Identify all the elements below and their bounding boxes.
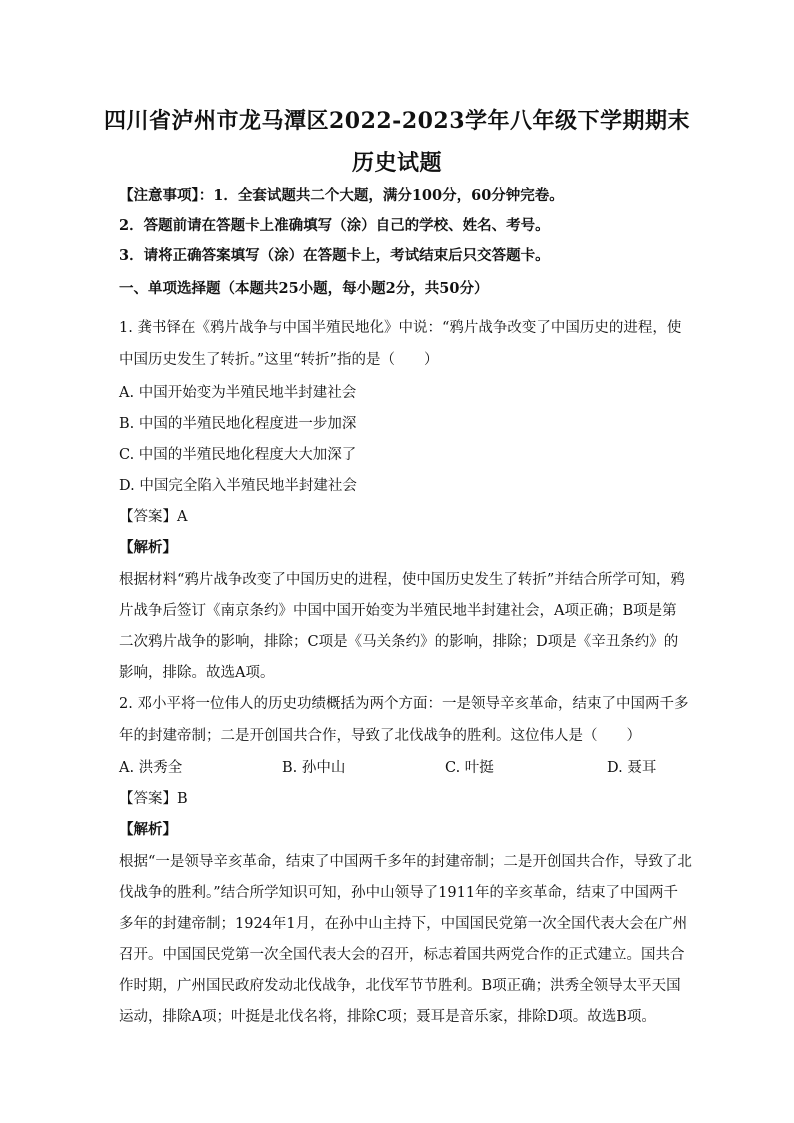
q1-option-c: C. 中国的半殖民地化程度大大加深了 bbox=[119, 447, 357, 463]
q1-analysis-line-4: 影响，排除。故选A项。 bbox=[119, 665, 275, 681]
q1-analysis-line-3: 二次鸦片战争的影响，排除；C项是《马关条约》的影响，排除；D项是《辛丑条约》的 bbox=[119, 634, 679, 650]
notes-line-1: 【注意事项】：1．全套试题共二个大题，满分100分，60分钟完卷。 bbox=[119, 187, 564, 204]
q2-option-d: D. 聂耳 bbox=[607, 760, 657, 776]
q2-option-c: C. 叶挺 bbox=[445, 760, 494, 776]
q1-option-d: D. 中国完全陷入半殖民地半封建社会 bbox=[119, 478, 357, 494]
q2-stem-line-2: 年的封建帝制；二是开创国共合作，导致了北伐战争的胜利。这位伟人是（ ） bbox=[119, 728, 641, 744]
q2-analysis-line-3: 多年的封建帝制；1924年1月，在孙中山主持下，中国国民党第一次全国代表大会在广州 bbox=[119, 916, 688, 932]
q2-analysis-line-2: 伐战争的胜利。”结合所学知识可知，孙中山领导了1911年的辛亥革命，结束了中国两千 bbox=[119, 885, 679, 901]
q1-answer: 【答案】A bbox=[119, 509, 188, 525]
q2-analysis-line-1: 根据“一是领导辛亥革命，结束了中国两千多年的封建帝制；二是开创国共合作，导致了北 bbox=[119, 854, 692, 870]
document-title-line1: 四川省泸州市龙马潭区2022-2023学年八年级下学期期末 bbox=[103, 108, 691, 134]
notes-line-3: 3．请将正确答案填写（涂）在答题卡上，考试结束后只交答题卡。 bbox=[119, 247, 550, 264]
q1-analysis-line-2: 片战争后签订《南京条约》中国中国开始变为半殖民地半封建社会，A项正确；B项是第 bbox=[119, 603, 677, 619]
q2-analysis-line-6: 运动，排除A项；叶挺是北伐名将，排除C项；聂耳是音乐家，排除D项。故选B项。 bbox=[119, 1009, 656, 1025]
q2-answer: 【答案】B bbox=[119, 791, 188, 807]
q2-analysis-label: 【解析】 bbox=[119, 821, 177, 838]
q2-stem-line-1: 2. 邓小平将一位伟人的历史功绩概括为两个方面：一是领导辛亥革命，结束了中国两千多 bbox=[119, 696, 689, 712]
q1-analysis-line-1: 根据材料“鸦片战争改变了中国历史的进程，使中国历史发生了转折”并结合所学可知，鸦 bbox=[119, 572, 685, 588]
q1-option-a: A. 中国开始变为半殖民地半封建社会 bbox=[119, 385, 357, 401]
section-heading: 一、单项选择题（本题共25小题，每小题2分，共50分） bbox=[119, 280, 489, 297]
q2-analysis-line-5: 作时期，广州国民政府发动北伐战争，北伐军节节胜利。B项正确；洪秀全领导太平天国 bbox=[119, 978, 681, 994]
document-title-line2: 历史试题 bbox=[351, 150, 442, 176]
q1-analysis-label: 【解析】 bbox=[119, 539, 177, 556]
notes-line-2: 2．答题前请在答题卡上准确填写（涂）自己的学校、姓名、考号。 bbox=[119, 217, 550, 234]
q2-option-b: B. 孙中山 bbox=[282, 760, 346, 776]
q1-stem-line-2: 中国历史发生了转折。”这里“转折”指的是（ ） bbox=[119, 352, 439, 368]
q2-option-a: A. 洪秀全 bbox=[119, 760, 183, 776]
q1-option-b: B. 中国的半殖民地化程度进一步加深 bbox=[119, 416, 357, 432]
q1-stem-line-1: 1. 龚书铎在《鸦片战争与中国半殖民地化》中说：“鸦片战争改变了中国历史的进程，使 bbox=[119, 320, 682, 336]
q2-analysis-line-4: 召开。中国国民党第一次全国代表大会的召开，标志着国共两党合作的正式建立。国共合 bbox=[119, 947, 685, 963]
